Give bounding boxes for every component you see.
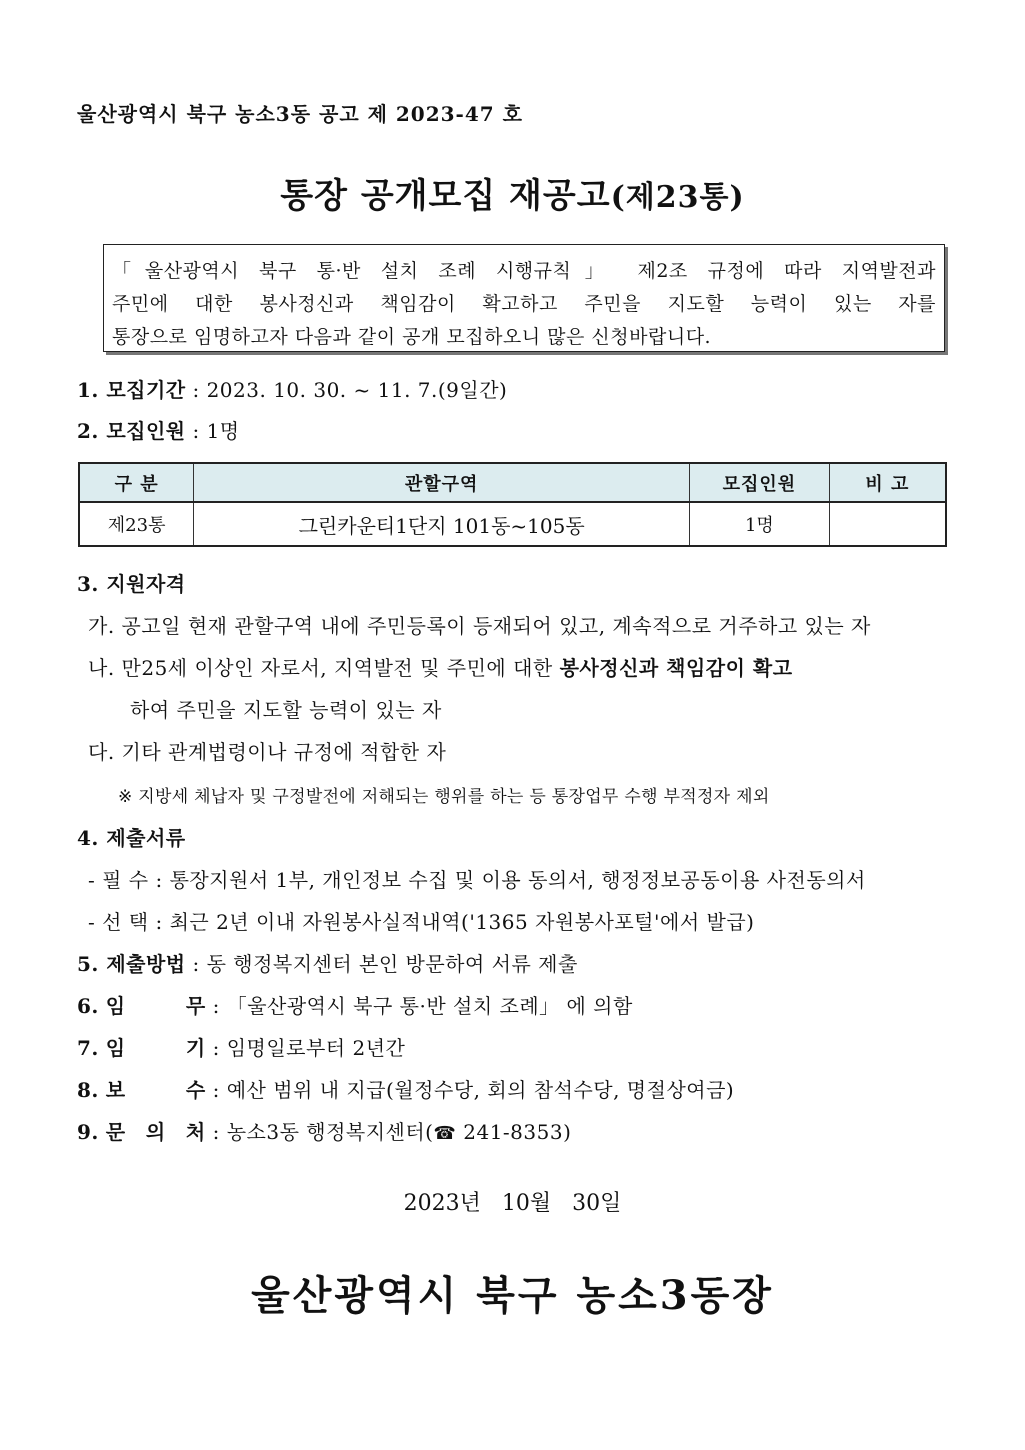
table-header: 비 고 [829, 463, 946, 502]
intro-line: 「울산광역시 북구 통·반 설치 조례 시행규칙」 제2조 규정에 따라 지역발전과 [112, 260, 936, 282]
contact-label: 문 의 처 [105, 1120, 206, 1144]
qualifications-label: 3. 지원자격 [77, 572, 186, 596]
documents-label: 4. 제출서류 [77, 826, 186, 850]
cell-note [829, 502, 946, 546]
term-num: 7. [77, 1036, 99, 1060]
table-header: 모집인원 [690, 463, 830, 502]
table-header: 관할구역 [194, 463, 690, 502]
contact-value: : 농소3동 행정복지센터( [205, 1120, 434, 1144]
title-sub: (제23통) [610, 180, 745, 215]
period-label: 1. 모집기간 [77, 378, 186, 402]
period-item [77, 374, 507, 403]
duty-item [77, 990, 633, 1019]
duty-label: 임 무 [105, 994, 206, 1018]
qualification-na [88, 652, 793, 681]
cell-count: 1명 [690, 502, 830, 546]
method-value: : 동 행정복지센터 본인 방문하여 서류 제출 [185, 952, 578, 976]
term-label: 임 기 [105, 1036, 206, 1060]
cell-division: 제23통 [79, 502, 194, 546]
table-row [79, 502, 946, 546]
method-label: 5. 제출방법 [77, 952, 186, 976]
term-item [77, 1032, 405, 1061]
count-item [77, 415, 240, 444]
documents-optional: - 선 택 : 최근 2년 이내 자원봉사실적내역('1365 자원봉사포털'에서 발급) [88, 910, 755, 934]
cell-area: 그린카운티1단지 101동~105동 [194, 502, 690, 546]
intro-line: 주민에 대한 봉사정신과 책임감이 확고하고 주민을 지도할 능력이 있는 자를 [112, 293, 936, 315]
intro-box [103, 244, 945, 352]
qualification-ga: 가. 공고일 현재 관할구역 내에 주민등록이 등재되어 있고, 계속적으로 거주하고 있는 자 [88, 614, 871, 638]
roster-table [78, 462, 947, 547]
notice-number: 울산광역시 북구 농소3동 공고 제 2023-47 호 [77, 102, 523, 126]
phone-icon: ☎ [433, 1123, 457, 1144]
documents-required: - 필 수 : 통장지원서 1부, 개인정보 수집 및 이용 동의서, 행정정보공동이용 사전동의서 [88, 868, 866, 892]
qualification-da: 다. 기타 관계법령이나 규정에 적합한 자 [88, 740, 447, 764]
qualification-na-text: 나. 만25세 이상인 자로서, 지역발전 및 주민에 대한 [88, 656, 560, 680]
pay-item [77, 1074, 734, 1103]
table-header: 구 분 [79, 463, 194, 502]
period-value: : 2023. 10. 30. ~ 11. 7.(9일간) [185, 378, 508, 402]
intro-line: 통장으로 임명하고자 다음과 같이 공개 모집하오니 많은 신청바랍니다. [112, 326, 712, 348]
table-header-row [79, 463, 946, 502]
notice-date: 2023년 10월 30일 [403, 1191, 622, 1216]
method-item [77, 948, 578, 977]
count-label: 2. 모집인원 [77, 419, 186, 443]
pay-num: 8. [77, 1078, 99, 1102]
qualification-na-emphasis: 봉사정신과 책임감이 확고 [559, 656, 793, 680]
pay-label: 보 수 [105, 1078, 206, 1102]
duty-num: 6. [77, 994, 99, 1018]
contact-item [77, 1116, 571, 1145]
duty-value: : 「울산광역시 북구 통·반 설치 조례」 에 의함 [205, 994, 633, 1018]
qualification-na-cont: 하여 주민을 지도할 능력이 있는 자 [130, 698, 442, 722]
pay-value: : 예산 범위 내 지급(월정수당, 회의 참석수당, 명절상여금) [205, 1078, 735, 1102]
count-value: : 1명 [185, 419, 240, 443]
contact-phone: 241-8353) [456, 1120, 572, 1144]
term-value: : 임명일로부터 2년간 [205, 1036, 406, 1060]
issuer: 울산광역시 북구 농소3동장 [251, 1272, 774, 1319]
exclusion-note: ※ 지방세 체납자 및 구정발전에 저해되는 행위를 하는 등 통장업무 수행 부적정자 제외 [118, 787, 770, 807]
title-main: 통장 공개모집 재공고 [280, 176, 611, 216]
page-title [0, 168, 1025, 217]
contact-num: 9. [77, 1120, 99, 1144]
